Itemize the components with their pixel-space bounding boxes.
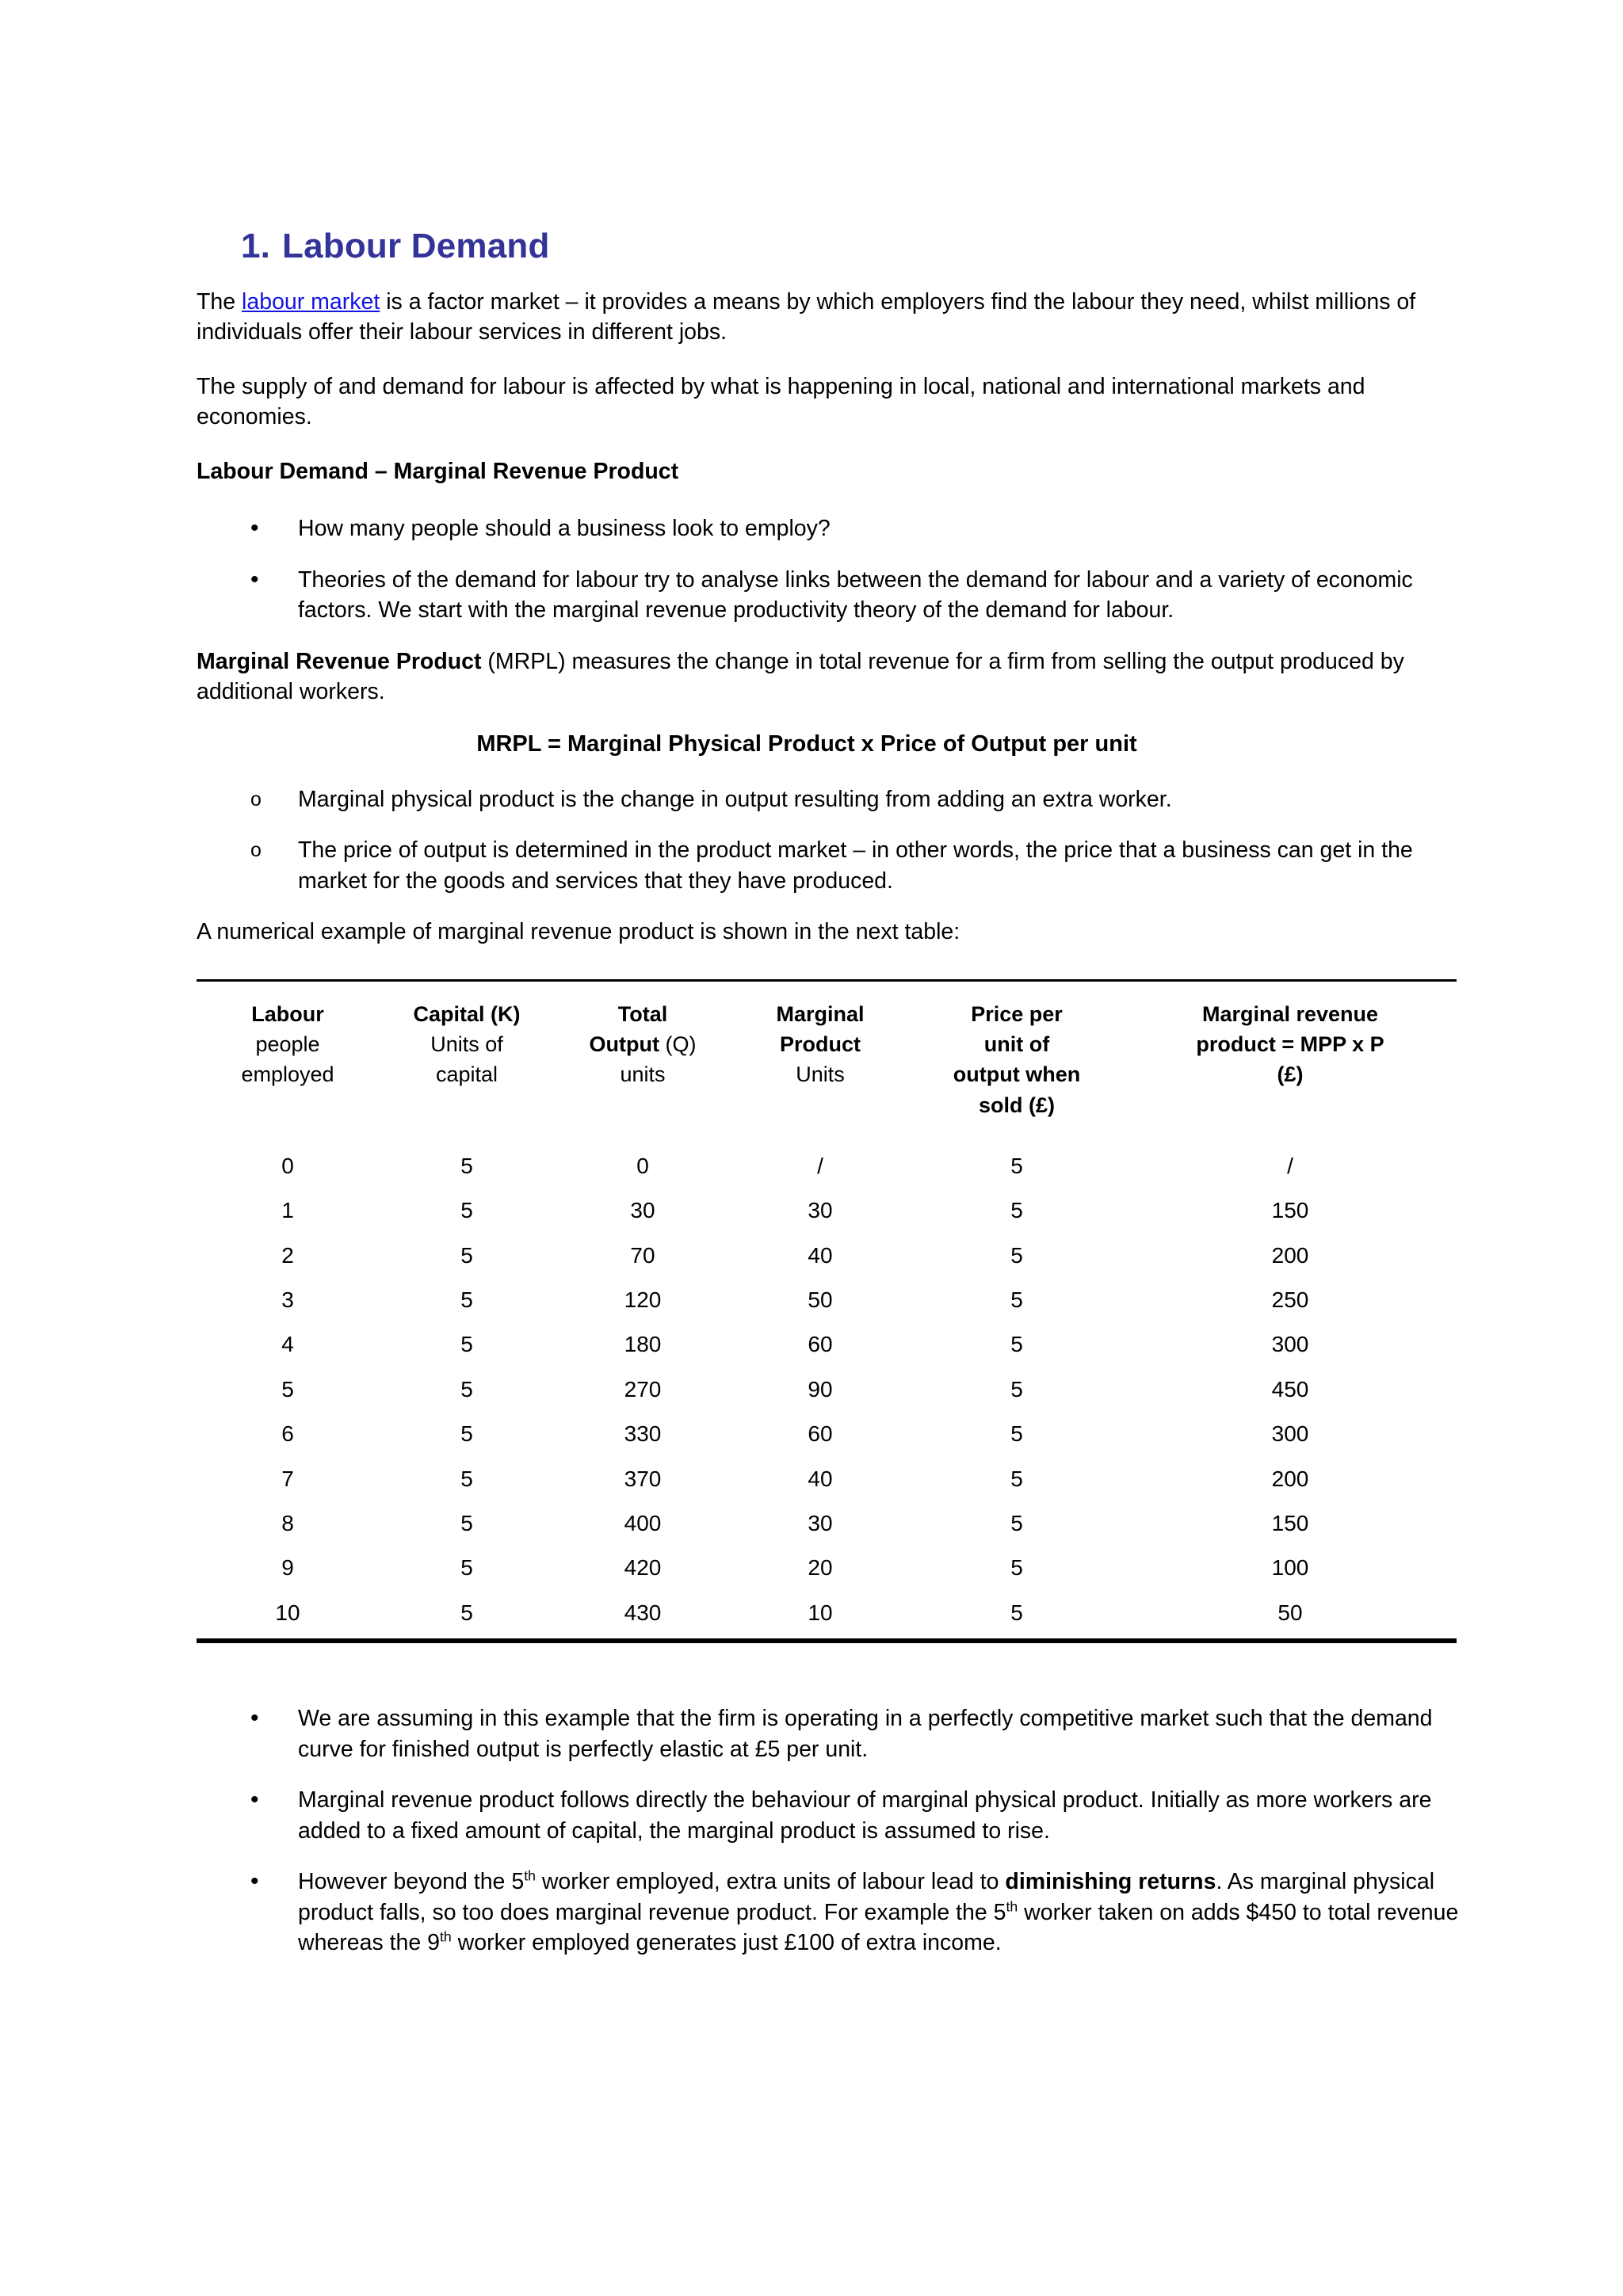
bullet-list-analysis [197,1703,1465,1958]
list-item-text: How many people should a business look to employ? [298,516,831,542]
cell-labour: 10 [197,1591,379,1641]
bullet-marker-icon: • [250,566,259,593]
list-item-text: Marginal physical product is the change in output resulting from adding an extra worker. [298,786,1172,812]
cell-price: 5 [1010,1287,1023,1313]
column-header-marginal-product [731,980,910,1144]
text-seg-2: worker employed, extra units of labour lead to [535,1869,1006,1895]
cell-marginal-product: 90 [808,1376,833,1402]
cell-labour: 3 [281,1287,294,1313]
diminishing-returns-term: diminishing returns [1005,1869,1216,1895]
bullet-list-definitions [197,784,1465,896]
ordinal-suffix-2: th [1006,1898,1018,1915]
column-header-main: Capital (K) [413,1001,521,1026]
column-header-marginal-revenue-product [1124,980,1457,1144]
table-row [197,1501,1457,1546]
cell-labour: 5 [281,1376,294,1402]
table-row [197,1144,1457,1188]
cell-marginal-product: 40 [808,1242,833,1268]
cell-price: 5 [1010,1511,1023,1535]
circle-marker-icon: o [250,788,262,810]
column-header-main2: Product [779,1032,861,1056]
column-header-main: Marginal [776,1001,865,1026]
cell-labour: 0 [281,1153,294,1178]
cell-price: 5 [1010,1332,1023,1357]
bullet-list-questions [197,513,1465,625]
cell-marginal-product: 10 [731,1591,910,1641]
table-row [197,1591,1457,1641]
table-row [197,1278,1457,1322]
list-item [197,835,1465,896]
supply-demand-paragraph: The supply of and demand for labour is affected by what is happening in local, national and international markets and economies. [197,373,1365,430]
list-item [197,513,1465,543]
cell-price: 5 [1010,1376,1023,1402]
text-seg-4: worker taken on adds $450 to total revenue whereas the 9 [298,1899,1459,1955]
cell-labour: 8 [281,1511,294,1535]
list-item-text: Theories of the demand for labour try to analyse links between the demand for labour and a variety of economic factors. We start with the marginal revenue productivity theory of the demand for labour. [298,566,1413,624]
list-item-text [298,1869,1458,1955]
table-row [197,1546,1457,1590]
mrp-definition-text: (MRPL) measures the change in total revenue for a firm from selling the output produced by additional workers. [197,648,1404,705]
cell-mrp: 450 [1271,1376,1309,1402]
column-header-sub1: units [620,1062,666,1087]
cell-price: 5 [1010,1153,1023,1178]
column-header-main: Price per [971,1001,1063,1026]
table-row [197,1457,1457,1501]
cell-labour: 9 [281,1555,294,1581]
table-row [197,1367,1457,1412]
bullet-marker-icon: • [250,1868,259,1895]
list-item-text: The price of output is determined in the product market – in other words, the price that a business can get in the market for the goods and services that they have produced. [298,837,1413,894]
bullet-marker-icon: • [250,1787,259,1814]
cell-mrp: 300 [1271,1421,1309,1447]
text-seg-3: . As marginal physical product falls, so too does marginal revenue product. For example the 5 [298,1869,1435,1925]
cell-capital: 5 [460,1153,473,1178]
cell-total-output: 30 [630,1198,655,1223]
cell-labour: 2 [281,1242,294,1268]
column-header-price-per-unit [910,980,1124,1144]
cell-price: 5 [1010,1466,1023,1491]
mrpl-formula: MRPL = Marginal Physical Product x Price of Output per unit [476,730,1137,757]
cell-mrp: 50 [1124,1591,1457,1641]
cell-marginal-product: 30 [808,1511,833,1535]
table-header [197,980,1457,1144]
cell-mrp: 200 [1271,1242,1309,1268]
cell-capital: 5 [460,1287,473,1313]
list-item [197,1703,1465,1764]
list-item [197,784,1465,814]
cell-total-output: 0 [636,1153,649,1178]
list-item [197,565,1465,626]
cell-total-output: 330 [624,1421,662,1447]
column-header-sub1: people [255,1032,320,1056]
text-seg-5: worker employed generates just £100 of extra income. [451,1929,1002,1955]
column-header-main: Labour [251,1001,324,1026]
cell-capital: 5 [460,1421,473,1447]
cell-capital: 5 [460,1242,473,1268]
table-intro-paragraph: A numerical example of marginal revenue product is shown in the next table: [197,919,960,945]
cell-marginal-product: 30 [808,1198,833,1223]
cell-total-output: 430 [555,1591,731,1641]
column-header-sub1: Units of [430,1032,503,1056]
list-item-text: Marginal revenue product follows directly the behaviour of marginal physical product. Initially as more workers are added to a fixed amount of capital, the marginal product is assumed to rise. [298,1787,1432,1844]
cell-price: 5 [1010,1555,1023,1581]
column-header-sub2: employed [241,1062,334,1087]
column-header-sub2: (£) [1277,1062,1304,1087]
cell-mrp: 300 [1271,1332,1309,1357]
cell-labour: 1 [281,1198,294,1223]
cell-capital: 5 [460,1332,473,1357]
column-header-sub2: capital [435,1062,498,1087]
cell-marginal-product: / [817,1153,823,1178]
list-item-text: We are assuming in this example that the firm is operating in a perfectly competitive market such that the demand curve for finished output is perfectly elastic at £5 per unit. [298,1706,1433,1762]
table-row [197,1234,1457,1278]
heading-text: Labour Demand [282,227,550,265]
cell-total-output: 180 [624,1332,662,1357]
heading-number: 1. [241,227,271,265]
page-title [197,227,1465,266]
cell-total-output: 400 [624,1511,662,1535]
ordinal-suffix-3: th [440,1928,452,1945]
cell-total-output: 270 [624,1376,662,1402]
table-row [197,1322,1457,1367]
cell-marginal-product: 60 [808,1421,833,1447]
cell-mrp: / [1287,1153,1293,1178]
cell-labour: 6 [281,1421,294,1447]
cell-mrp: 150 [1271,1511,1309,1535]
cell-marginal-product: 60 [808,1332,833,1357]
cell-mrp: 250 [1271,1287,1309,1313]
cell-mrp: 100 [1271,1555,1309,1581]
cell-total-output: 70 [630,1242,655,1268]
circle-marker-icon: o [250,839,262,862]
cell-price: 5 [1010,1198,1023,1223]
cell-mrp: 200 [1271,1466,1309,1491]
cell-capital: 5 [460,1555,473,1581]
cell-marginal-product: 40 [808,1466,833,1491]
labour-market-link[interactable]: labour market [242,289,380,315]
cell-total-output: 120 [624,1287,662,1313]
cell-capital: 5 [379,1591,555,1641]
cell-total-output: 370 [624,1466,662,1491]
list-item [197,1785,1465,1846]
bullet-marker-icon: • [250,515,259,542]
mrp-definition-paragraph [197,646,1465,707]
column-header-total-output [555,980,731,1144]
cell-marginal-product: 50 [808,1287,833,1313]
mrp-table-wrapper [197,979,1465,1644]
column-header-sub1: product = MPP x P [1196,1032,1384,1056]
column-header-output-q: (Q) [659,1032,697,1056]
cell-capital: 5 [460,1376,473,1402]
ordinal-suffix-1: th [524,1867,536,1884]
column-header-sub2: output when [953,1062,1081,1087]
column-header-sub1: unit of [983,1032,1050,1056]
cell-capital: 5 [460,1466,473,1491]
cell-capital: 5 [460,1198,473,1223]
column-header-sub3: sold (£) [978,1093,1055,1117]
mrp-table [197,979,1457,1644]
mrp-definition-term: Marginal Revenue Product [197,648,482,674]
table-header-row [197,980,1457,1144]
column-header-labour [197,980,379,1144]
cell-labour: 7 [281,1466,294,1491]
section-subheading: Labour Demand – Marginal Revenue Product [197,458,679,484]
bullet-marker-icon: • [250,1705,259,1732]
column-header-main: Marginal revenue [1201,1001,1379,1026]
cell-total-output: 420 [624,1555,662,1581]
cell-price: 5 [1010,1242,1023,1268]
intro-paragraph [197,287,1465,348]
document-content [197,227,1465,1978]
column-header-line2 [558,1029,727,1059]
column-header-main: Total [617,1001,668,1026]
cell-capital: 5 [460,1511,473,1535]
cell-price: 5 [1010,1421,1023,1447]
column-header-capital [379,980,555,1144]
cell-labour: 4 [281,1332,294,1357]
text-seg-1: However beyond the 5 [298,1869,525,1895]
intro-text-after: is a factor market – it provides a means by which employers find the labour they need, whilst millions of individuals offer their labour services in different jobs. [197,289,1416,345]
table-body [197,1144,1457,1641]
column-header-sub1: Units [796,1062,845,1087]
intro-text-before: The [197,289,242,315]
list-item [197,1867,1465,1958]
cell-price: 5 [910,1591,1124,1641]
cell-marginal-product: 20 [808,1555,833,1581]
cell-mrp: 150 [1271,1198,1309,1223]
column-header-output-bold: Output [589,1032,659,1056]
table-row [197,1412,1457,1456]
table-row [197,1188,1457,1233]
